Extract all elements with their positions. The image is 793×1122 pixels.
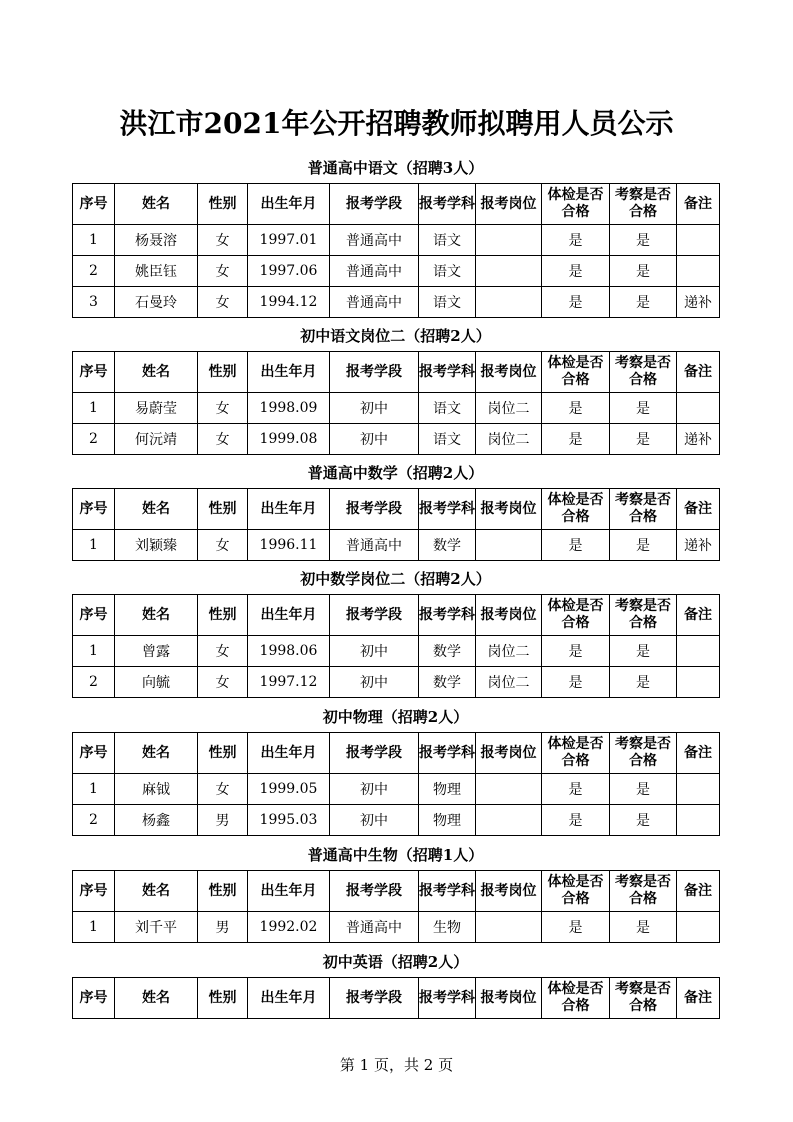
- column-header: 性别: [198, 978, 248, 1019]
- table-row: [73, 912, 720, 943]
- section-7: [72, 947, 719, 1019]
- table-cell: 是: [542, 393, 610, 424]
- table-cell: 是: [542, 636, 610, 667]
- table-cell: 女: [198, 393, 248, 424]
- column-header: 报考学段: [330, 489, 419, 530]
- column-header: 姓名: [115, 184, 198, 225]
- table-row: [73, 256, 720, 287]
- column-header: 备注: [677, 184, 720, 225]
- header-row: [73, 871, 720, 912]
- page-footer: [0, 1054, 793, 1075]
- table-cell: [476, 256, 542, 287]
- header-row: [73, 489, 720, 530]
- table-cell: 是: [610, 805, 677, 836]
- table-cell: 女: [198, 774, 248, 805]
- table-cell: 3: [73, 287, 115, 318]
- table-cell: 2: [73, 667, 115, 698]
- table-cell: 刘千平: [115, 912, 198, 943]
- table-cell: 普通高中: [330, 225, 419, 256]
- table-cell: 是: [610, 424, 677, 455]
- column-header: 性别: [198, 595, 248, 636]
- table-cell: 石曼玲: [115, 287, 198, 318]
- table-cell: 递补: [677, 424, 720, 455]
- roster-table: [72, 594, 720, 698]
- column-header: 报考学科: [419, 871, 476, 912]
- column-header: 序号: [73, 871, 115, 912]
- table-cell: 杨聂溶: [115, 225, 198, 256]
- section-title: 初中语文岗位二（招聘2人）: [300, 327, 491, 345]
- table-cell: 岗位二: [476, 636, 542, 667]
- column-header: 报考学段: [330, 733, 419, 774]
- table-cell: 语文: [419, 393, 476, 424]
- table-cell: 递补: [677, 530, 720, 561]
- table-cell: 数学: [419, 667, 476, 698]
- table-cell: 是: [610, 287, 677, 318]
- header-row: [73, 595, 720, 636]
- table-cell: [677, 805, 720, 836]
- table-cell: 女: [198, 225, 248, 256]
- table-cell: 女: [198, 256, 248, 287]
- table-cell: 岗位二: [476, 424, 542, 455]
- table-row: [73, 424, 720, 455]
- column-header: 考察是否合格: [610, 871, 677, 912]
- column-header: 报考学科: [419, 184, 476, 225]
- page-number: 第 1 页，共 2 页: [339, 1056, 454, 1074]
- table-cell: 1997.01: [248, 225, 330, 256]
- table-cell: 是: [542, 774, 610, 805]
- table-cell: [476, 912, 542, 943]
- column-header: 备注: [677, 489, 720, 530]
- column-header: 报考学段: [330, 978, 419, 1019]
- column-header: 报考学科: [419, 489, 476, 530]
- table-cell: 1: [73, 774, 115, 805]
- table-cell: 数学: [419, 530, 476, 561]
- header-row: [73, 733, 720, 774]
- section-title: 初中英语（招聘2人）: [322, 953, 469, 971]
- table-row: [73, 774, 720, 805]
- section-title: 普通高中语文（招聘3人）: [307, 159, 484, 177]
- table-cell: 是: [542, 667, 610, 698]
- table-row: [73, 287, 720, 318]
- section-1: [72, 153, 719, 318]
- table-cell: [677, 256, 720, 287]
- column-header: 序号: [73, 489, 115, 530]
- section-6: [72, 840, 719, 943]
- column-header: 体检是否合格: [542, 595, 610, 636]
- table-cell: [677, 393, 720, 424]
- table-cell: [677, 774, 720, 805]
- table-cell: 麻钺: [115, 774, 198, 805]
- table-cell: 普通高中: [330, 287, 419, 318]
- table-cell: 姚臣钰: [115, 256, 198, 287]
- table-cell: 是: [542, 805, 610, 836]
- column-header: 性别: [198, 184, 248, 225]
- column-header: 体检是否合格: [542, 184, 610, 225]
- table-row: [73, 667, 720, 698]
- table-cell: [476, 225, 542, 256]
- table-cell: 1: [73, 912, 115, 943]
- column-header: 出生年月: [248, 978, 330, 1019]
- table-cell: 是: [610, 225, 677, 256]
- roster-table: [72, 977, 720, 1019]
- table-cell: 2: [73, 256, 115, 287]
- column-header: 序号: [73, 184, 115, 225]
- column-header: 报考学段: [330, 352, 419, 393]
- column-header: 姓名: [115, 595, 198, 636]
- table-cell: 是: [610, 667, 677, 698]
- column-header: 考察是否合格: [610, 978, 677, 1019]
- table-cell: 女: [198, 530, 248, 561]
- section-2: [72, 321, 719, 455]
- table-cell: 女: [198, 287, 248, 318]
- table-cell: 刘颖臻: [115, 530, 198, 561]
- column-header: 性别: [198, 352, 248, 393]
- column-header: 体检是否合格: [542, 352, 610, 393]
- column-header: 报考学科: [419, 352, 476, 393]
- column-header: 序号: [73, 978, 115, 1019]
- roster-table: [72, 351, 720, 455]
- table-cell: 2: [73, 805, 115, 836]
- table-cell: [677, 225, 720, 256]
- column-header: 报考学段: [330, 595, 419, 636]
- column-header: 备注: [677, 978, 720, 1019]
- table-row: [73, 225, 720, 256]
- table-cell: 是: [610, 256, 677, 287]
- table-cell: 1999.05: [248, 774, 330, 805]
- column-header: 出生年月: [248, 352, 330, 393]
- table-cell: 是: [542, 424, 610, 455]
- table-cell: 普通高中: [330, 530, 419, 561]
- table-cell: 向毓: [115, 667, 198, 698]
- header-row: [73, 978, 720, 1019]
- roster-table: [72, 870, 720, 943]
- column-header: 考察是否合格: [610, 184, 677, 225]
- table-cell: 1: [73, 530, 115, 561]
- section-title: 初中物理（招聘2人）: [322, 708, 469, 726]
- section-5: [72, 702, 719, 836]
- column-header: 体检是否合格: [542, 733, 610, 774]
- column-header: 序号: [73, 595, 115, 636]
- column-header: 性别: [198, 733, 248, 774]
- table-cell: 普通高中: [330, 256, 419, 287]
- table-cell: 1997.06: [248, 256, 330, 287]
- column-header: 报考岗位: [476, 352, 542, 393]
- table-cell: 是: [542, 530, 610, 561]
- column-header: 姓名: [115, 352, 198, 393]
- table-row: [73, 636, 720, 667]
- table-cell: 初中: [330, 774, 419, 805]
- column-header: 备注: [677, 595, 720, 636]
- table-cell: 语文: [419, 287, 476, 318]
- column-header: 报考学段: [330, 184, 419, 225]
- column-header: 出生年月: [248, 733, 330, 774]
- table-cell: 杨鑫: [115, 805, 198, 836]
- table-cell: 岗位二: [476, 667, 542, 698]
- column-header: 考察是否合格: [610, 352, 677, 393]
- table-cell: 是: [610, 636, 677, 667]
- table-cell: 2: [73, 424, 115, 455]
- column-header: 备注: [677, 871, 720, 912]
- column-header: 报考学科: [419, 595, 476, 636]
- table-cell: 1994.12: [248, 287, 330, 318]
- column-header: 备注: [677, 733, 720, 774]
- table-cell: 是: [542, 287, 610, 318]
- table-cell: 1999.08: [248, 424, 330, 455]
- table-cell: 递补: [677, 287, 720, 318]
- table-cell: 女: [198, 424, 248, 455]
- section-title: 初中数学岗位二（招聘2人）: [300, 570, 491, 588]
- column-header: 姓名: [115, 871, 198, 912]
- table-cell: 语文: [419, 225, 476, 256]
- table-cell: 数学: [419, 636, 476, 667]
- column-header: 出生年月: [248, 184, 330, 225]
- table-cell: 是: [542, 912, 610, 943]
- table-cell: 语文: [419, 256, 476, 287]
- table-cell: 岗位二: [476, 393, 542, 424]
- column-header: 报考学科: [419, 733, 476, 774]
- table-cell: 女: [198, 667, 248, 698]
- column-header: 性别: [198, 489, 248, 530]
- table-cell: [476, 530, 542, 561]
- column-header: 考察是否合格: [610, 489, 677, 530]
- roster-table: [72, 183, 720, 318]
- table-cell: [677, 912, 720, 943]
- table-cell: [677, 667, 720, 698]
- section-3: [72, 458, 719, 561]
- table-row: [73, 530, 720, 561]
- table-row: [73, 805, 720, 836]
- column-header: 姓名: [115, 489, 198, 530]
- table-cell: 是: [542, 256, 610, 287]
- column-header: 姓名: [115, 733, 198, 774]
- column-header: 考察是否合格: [610, 733, 677, 774]
- table-cell: 曾露: [115, 636, 198, 667]
- table-cell: 1996.11: [248, 530, 330, 561]
- table-cell: 女: [198, 636, 248, 667]
- table-cell: 普通高中: [330, 912, 419, 943]
- page-title: 洪江市2021年公开招聘教师拟聘用人员公示: [119, 107, 674, 140]
- table-cell: 初中: [330, 393, 419, 424]
- table-cell: 男: [198, 805, 248, 836]
- column-header: 报考学科: [419, 978, 476, 1019]
- column-header: 考察是否合格: [610, 595, 677, 636]
- column-header: 报考学段: [330, 871, 419, 912]
- column-header: 报考岗位: [476, 871, 542, 912]
- header-row: [73, 184, 720, 225]
- column-header: 报考岗位: [476, 489, 542, 530]
- column-header: 报考岗位: [476, 978, 542, 1019]
- table-cell: 是: [610, 530, 677, 561]
- table-cell: 1992.02: [248, 912, 330, 943]
- column-header: 性别: [198, 871, 248, 912]
- table-cell: 1: [73, 636, 115, 667]
- table-cell: 物理: [419, 774, 476, 805]
- table-cell: [476, 774, 542, 805]
- column-header: 出生年月: [248, 489, 330, 530]
- section-title: 普通高中生物（招聘1人）: [307, 846, 484, 864]
- table-cell: 男: [198, 912, 248, 943]
- table-cell: 1998.06: [248, 636, 330, 667]
- column-header: 体检是否合格: [542, 489, 610, 530]
- column-header: 序号: [73, 733, 115, 774]
- roster-table: [72, 732, 720, 836]
- table-cell: 1998.09: [248, 393, 330, 424]
- table-cell: [677, 636, 720, 667]
- table-cell: [476, 805, 542, 836]
- table-cell: 何沅靖: [115, 424, 198, 455]
- table-cell: 初中: [330, 805, 419, 836]
- table-cell: 物理: [419, 805, 476, 836]
- table-row: [73, 393, 720, 424]
- table-cell: 1: [73, 225, 115, 256]
- header-row: [73, 352, 720, 393]
- table-cell: 1995.03: [248, 805, 330, 836]
- roster-table: [72, 488, 720, 561]
- table-cell: 易蔚莹: [115, 393, 198, 424]
- table-cell: 是: [610, 912, 677, 943]
- column-header: 序号: [73, 352, 115, 393]
- section-title: 普通高中数学（招聘2人）: [307, 464, 484, 482]
- table-cell: 1997.12: [248, 667, 330, 698]
- table-cell: 生物: [419, 912, 476, 943]
- column-header: 体检是否合格: [542, 871, 610, 912]
- column-header: 姓名: [115, 978, 198, 1019]
- table-cell: 语文: [419, 424, 476, 455]
- table-cell: 1: [73, 393, 115, 424]
- table-cell: 初中: [330, 424, 419, 455]
- table-cell: 是: [610, 774, 677, 805]
- column-header: 体检是否合格: [542, 978, 610, 1019]
- table-cell: 初中: [330, 667, 419, 698]
- column-header: 报考岗位: [476, 733, 542, 774]
- column-header: 报考岗位: [476, 595, 542, 636]
- column-header: 报考岗位: [476, 184, 542, 225]
- section-4: [72, 564, 719, 698]
- column-header: 出生年月: [248, 871, 330, 912]
- column-header: 出生年月: [248, 595, 330, 636]
- table-cell: 是: [610, 393, 677, 424]
- table-cell: [476, 287, 542, 318]
- column-header: 备注: [677, 352, 720, 393]
- table-cell: 初中: [330, 636, 419, 667]
- table-cell: 是: [542, 225, 610, 256]
